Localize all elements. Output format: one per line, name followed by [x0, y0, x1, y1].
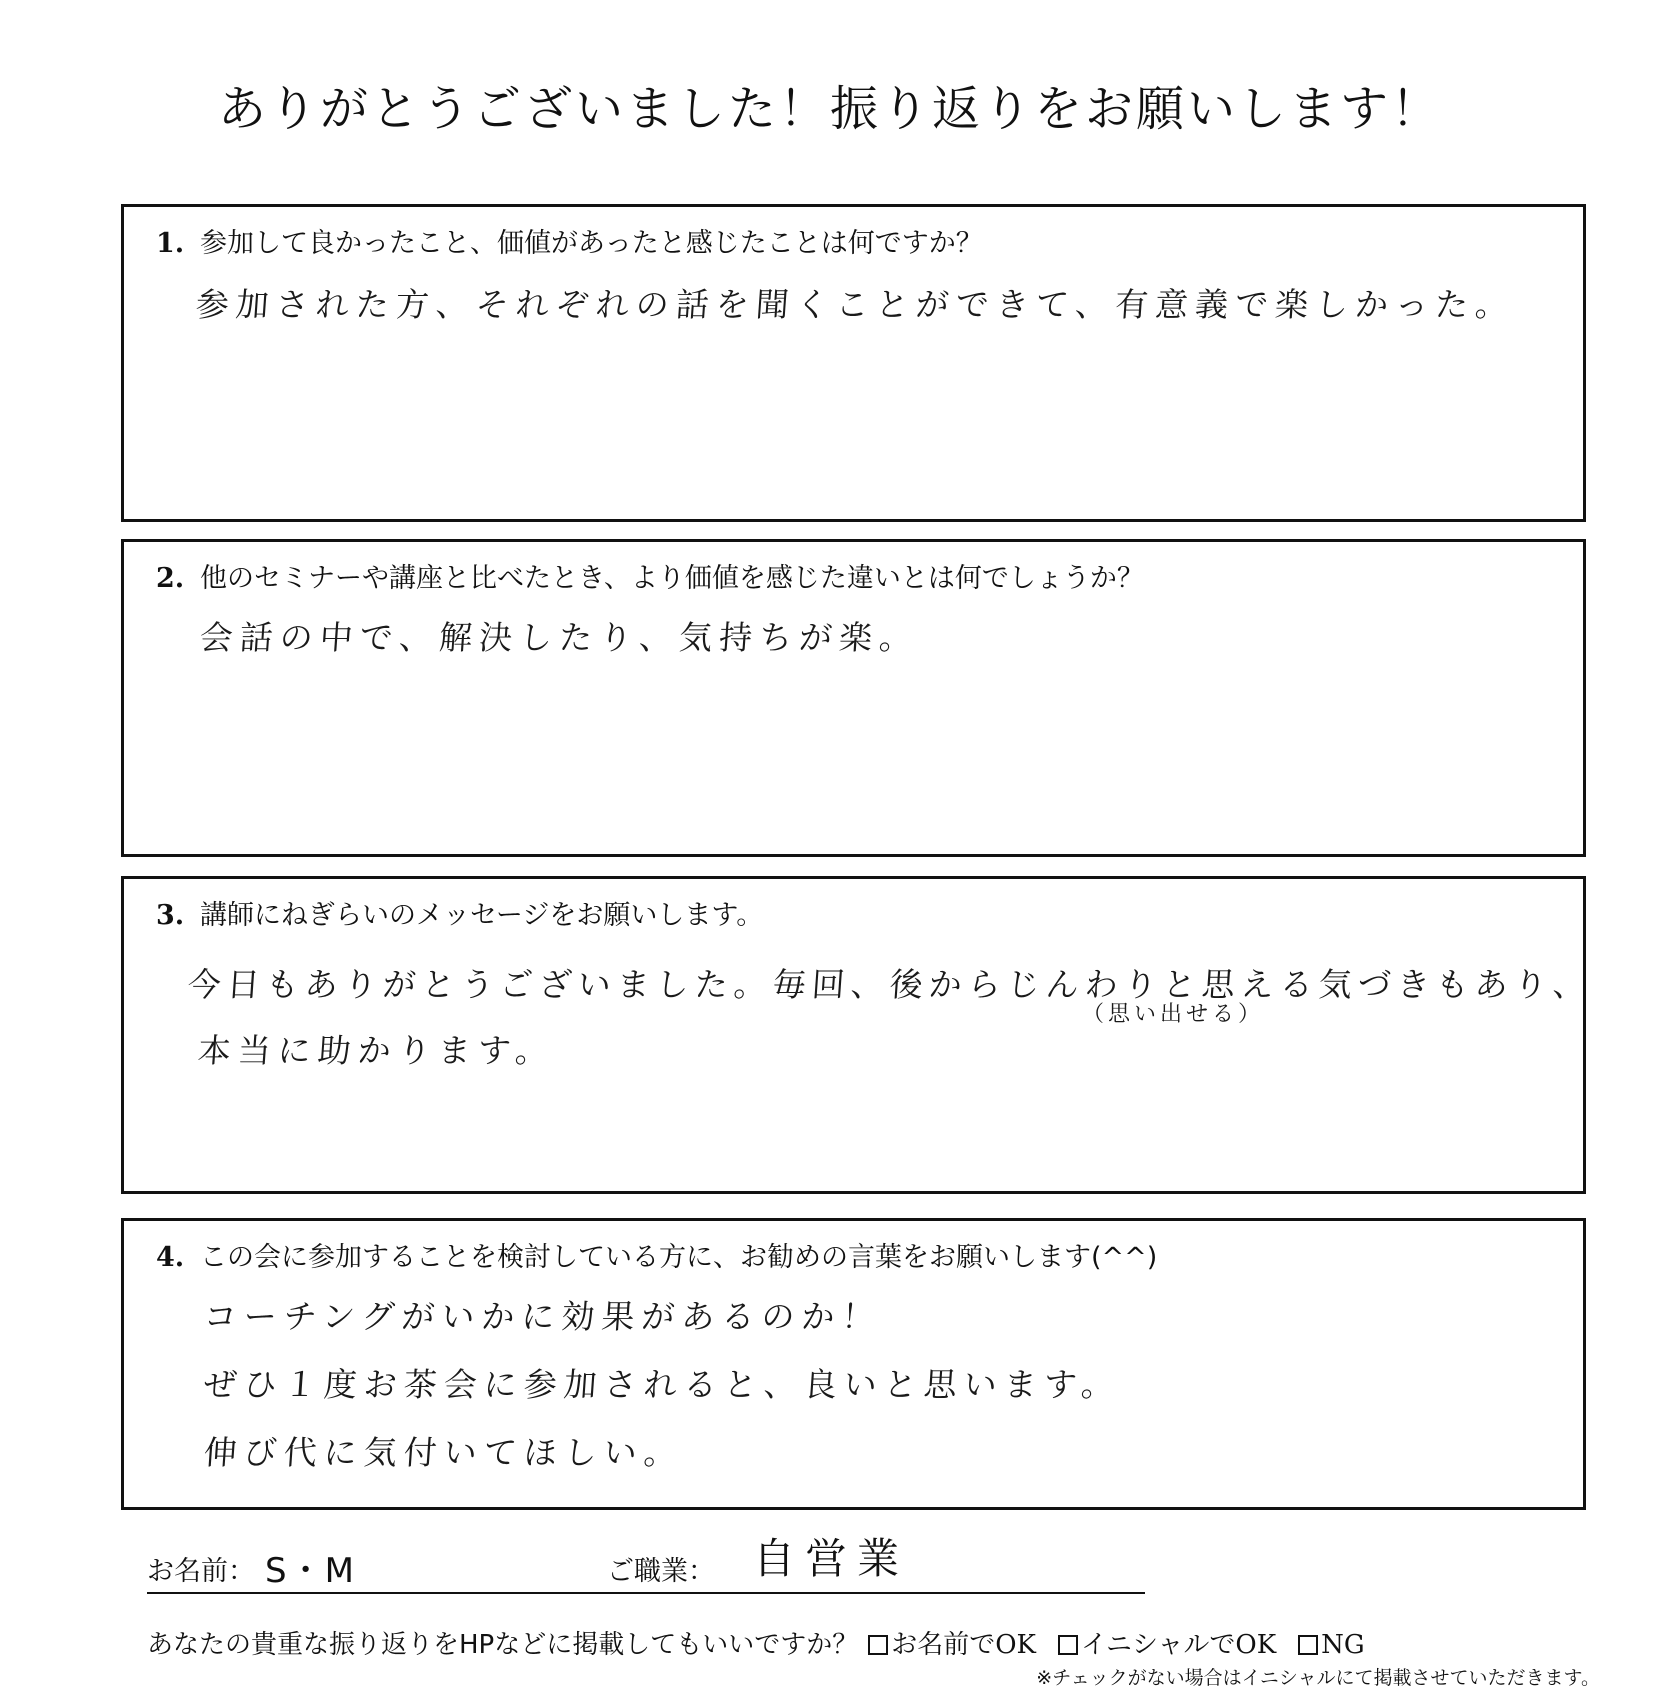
question-2	[156, 556, 1144, 595]
checkbox-icon[interactable]	[1298, 1635, 1318, 1655]
question-box-2	[121, 539, 1586, 857]
question-text: 参加して良かったこと、価値があったと感じたことは何ですか？	[200, 228, 983, 259]
question-box-3	[121, 876, 1594, 1194]
question-1	[156, 221, 983, 260]
checkbox-icon[interactable]	[868, 1635, 888, 1655]
question-text: 他のセミナーや講座と比べたとき、より価値を感じた違いとは何でしょうか？	[200, 563, 1144, 594]
name-label: お名前：	[147, 1556, 255, 1587]
page-title: ありがとうございました！振り返りをお願いします！	[217, 81, 1442, 137]
answer-line: ぜひ１度お茶会に参加されると、良いと思います。	[202, 1365, 1123, 1404]
question-number: 2.	[156, 563, 185, 594]
occupation-label: ご職業：	[607, 1556, 715, 1587]
consent-row	[147, 1624, 1627, 1661]
answer-line: コーチングがいかに効果があるのか！	[202, 1297, 883, 1336]
consent-note: ※チェックがない場合はイニシャルにて掲載させていただきます。	[1036, 1667, 1600, 1689]
question-4	[156, 1235, 1157, 1274]
question-box-1	[121, 204, 1586, 522]
answer-line: 伸び代に気付いてほしい。	[202, 1433, 686, 1472]
consent-option-initial[interactable]	[1058, 1624, 1276, 1661]
occupation-value: 自営業	[753, 1534, 910, 1583]
question-text: この会に参加することを検討している方に、お勧めの言葉をお願いします(^^)	[200, 1242, 1158, 1273]
consent-option-ng[interactable]	[1298, 1630, 1365, 1660]
question-box-4	[121, 1218, 1586, 1510]
question-number: 4.	[156, 1242, 185, 1273]
consent-option-label: NG	[1321, 1630, 1365, 1660]
question-number: 1.	[156, 228, 185, 259]
name-value: S・M	[265, 1551, 356, 1591]
checkbox-icon[interactable]	[1058, 1635, 1078, 1655]
respondent-info	[147, 1534, 1145, 1594]
consent-option-name[interactable]	[868, 1624, 1036, 1661]
consent-question: あなたの貴重な振り返りをHPなどに掲載してもいいですか？	[147, 1630, 859, 1660]
consent-option-label: お名前でOK	[891, 1630, 1036, 1660]
answer-line: 今日もありがとうございました。毎回、後からじんわりと思える気づきもあり、	[186, 965, 1594, 1004]
answer-line: 本当に助かります。	[196, 1031, 557, 1070]
question-number: 3.	[156, 900, 185, 931]
consent-option-label: イニシャルでOK	[1080, 1630, 1277, 1660]
answer-line: 会話の中で、解決したり、気持ちが楽。	[198, 618, 921, 657]
answer-line: 参加された方、それぞれの話を聞くことができて、有意義で楽しかった。	[194, 285, 1517, 324]
answer-note: （思い出せる）	[1082, 1002, 1265, 1027]
question-3	[156, 893, 763, 932]
question-text: 講師にねぎらいのメッセージをお願いします。	[200, 900, 764, 931]
